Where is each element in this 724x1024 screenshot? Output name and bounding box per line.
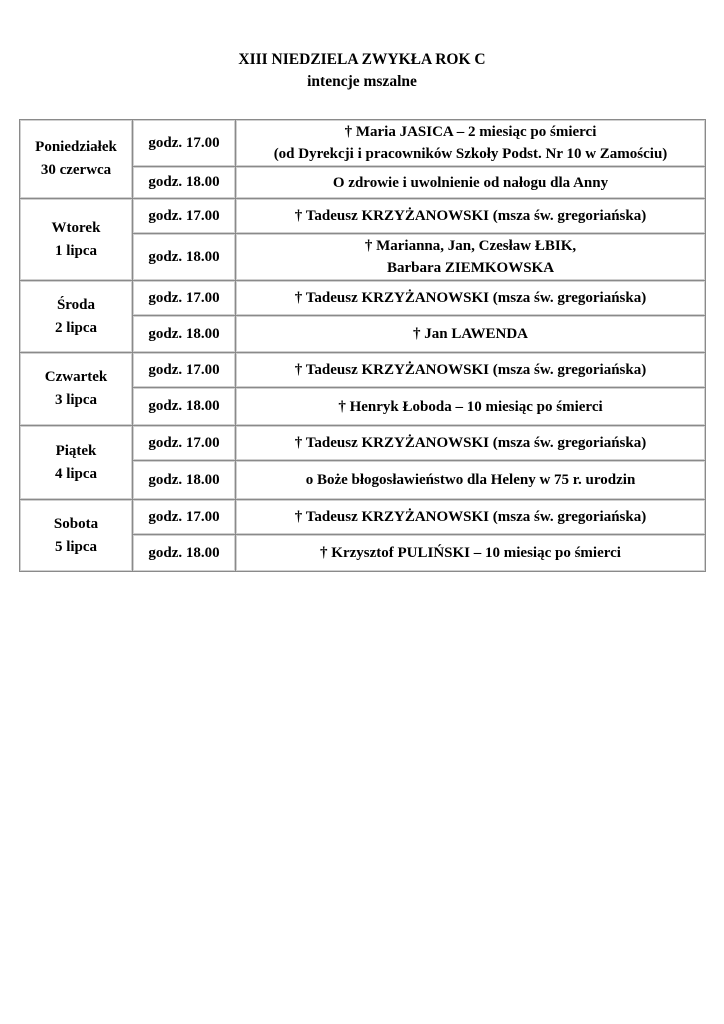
day-cell bbox=[20, 426, 133, 500]
mass-time: godz. 17.00 bbox=[133, 353, 236, 388]
intention-line: † Tadeusz KRZYŻANOWSKI (msza św. gregoriańska) bbox=[294, 362, 647, 378]
mass-intention bbox=[236, 167, 706, 199]
mass-time: godz. 18.00 bbox=[133, 234, 236, 281]
intention-line: † Marianna, Jan, Czesław ŁBIK, bbox=[364, 238, 577, 254]
intention-line: † Maria JASICA – 2 miesiąc po śmierci bbox=[344, 124, 597, 140]
mass-time: godz. 18.00 bbox=[133, 535, 236, 572]
day-cell bbox=[20, 199, 133, 281]
mass-intention bbox=[236, 461, 706, 500]
intention-line: † Henryk Łoboda – 10 miesiąc po śmierci bbox=[338, 398, 603, 415]
day-name: Środa bbox=[56, 296, 96, 313]
day-date: 30 czerwca bbox=[40, 162, 112, 178]
table-row bbox=[20, 199, 706, 234]
table-row bbox=[20, 426, 706, 461]
mass-intentions-table bbox=[19, 119, 706, 572]
document-header bbox=[0, 49, 724, 93]
day-name: Poniedziałek bbox=[35, 139, 117, 155]
intention-line: † Tadeusz KRZYŻANOWSKI (msza św. gregoriańska) bbox=[294, 290, 647, 306]
mass-intention bbox=[236, 426, 706, 461]
mass-time: godz. 17.00 bbox=[133, 199, 236, 234]
day-name: Czwartek bbox=[44, 369, 108, 385]
document-title: XIII NIEDZIELA ZWYKŁA ROK C bbox=[238, 51, 486, 68]
mass-time: godz. 17.00 bbox=[133, 281, 236, 316]
day-date: 3 lipca bbox=[54, 392, 98, 408]
mass-intention bbox=[236, 120, 706, 167]
intention-line: † Jan LAWENDA bbox=[412, 326, 529, 342]
mass-intention bbox=[236, 234, 706, 281]
mass-intention bbox=[236, 535, 706, 572]
day-cell bbox=[20, 281, 133, 353]
mass-time: godz. 18.00 bbox=[133, 316, 236, 353]
mass-intention bbox=[236, 388, 706, 426]
day-date: 1 lipca bbox=[54, 242, 98, 259]
intention-line: (od Dyrekcji i pracowników Szkoły Podst. Nr 10 w Zamościu) bbox=[273, 146, 668, 162]
table-row bbox=[20, 281, 706, 316]
intention-line: † Tadeusz KRZYŻANOWSKI (msza św. gregoriańska) bbox=[294, 435, 647, 451]
day-date: 2 lipca bbox=[54, 319, 98, 336]
day-cell bbox=[20, 500, 133, 572]
mass-time: godz. 17.00 bbox=[133, 500, 236, 535]
document-subtitle: intencje mszalne bbox=[307, 73, 417, 90]
day-name: Wtorek bbox=[51, 219, 101, 236]
intention-line: † Tadeusz KRZYŻANOWSKI (msza św. gregoriańska) bbox=[294, 208, 647, 224]
intention-line: Barbara ZIEMKOWSKA bbox=[386, 260, 555, 276]
mass-intention bbox=[236, 199, 706, 234]
intention-line: † Tadeusz KRZYŻANOWSKI (msza św. gregoriańska) bbox=[294, 509, 647, 525]
day-date: 4 lipca bbox=[54, 465, 98, 482]
day-cell bbox=[20, 120, 133, 199]
day-date: 5 lipca bbox=[54, 538, 98, 555]
mass-intention bbox=[236, 281, 706, 316]
mass-intention bbox=[236, 353, 706, 388]
table-row bbox=[20, 500, 706, 535]
day-cell bbox=[20, 353, 133, 426]
day-name: Piątek bbox=[55, 442, 97, 459]
table-row bbox=[20, 353, 706, 388]
day-name: Sobota bbox=[53, 515, 99, 532]
mass-intention bbox=[236, 316, 706, 353]
mass-time: godz. 18.00 bbox=[133, 461, 236, 500]
mass-intentions-body bbox=[20, 120, 706, 572]
mass-time: godz. 18.00 bbox=[133, 388, 236, 426]
intention-line: o Boże błogosławieństwo dla Heleny w 75 r. urodzin bbox=[305, 472, 636, 488]
mass-time: godz. 18.00 bbox=[133, 167, 236, 199]
table-row bbox=[20, 120, 706, 167]
intention-line: † Krzysztof PULIŃSKI – 10 miesiąc po śmierci bbox=[320, 545, 621, 561]
mass-intention bbox=[236, 500, 706, 535]
intention-line: O zdrowie i uwolnienie od nałogu dla Anny bbox=[332, 174, 609, 191]
mass-time: godz. 17.00 bbox=[133, 120, 236, 167]
mass-time: godz. 17.00 bbox=[133, 426, 236, 461]
